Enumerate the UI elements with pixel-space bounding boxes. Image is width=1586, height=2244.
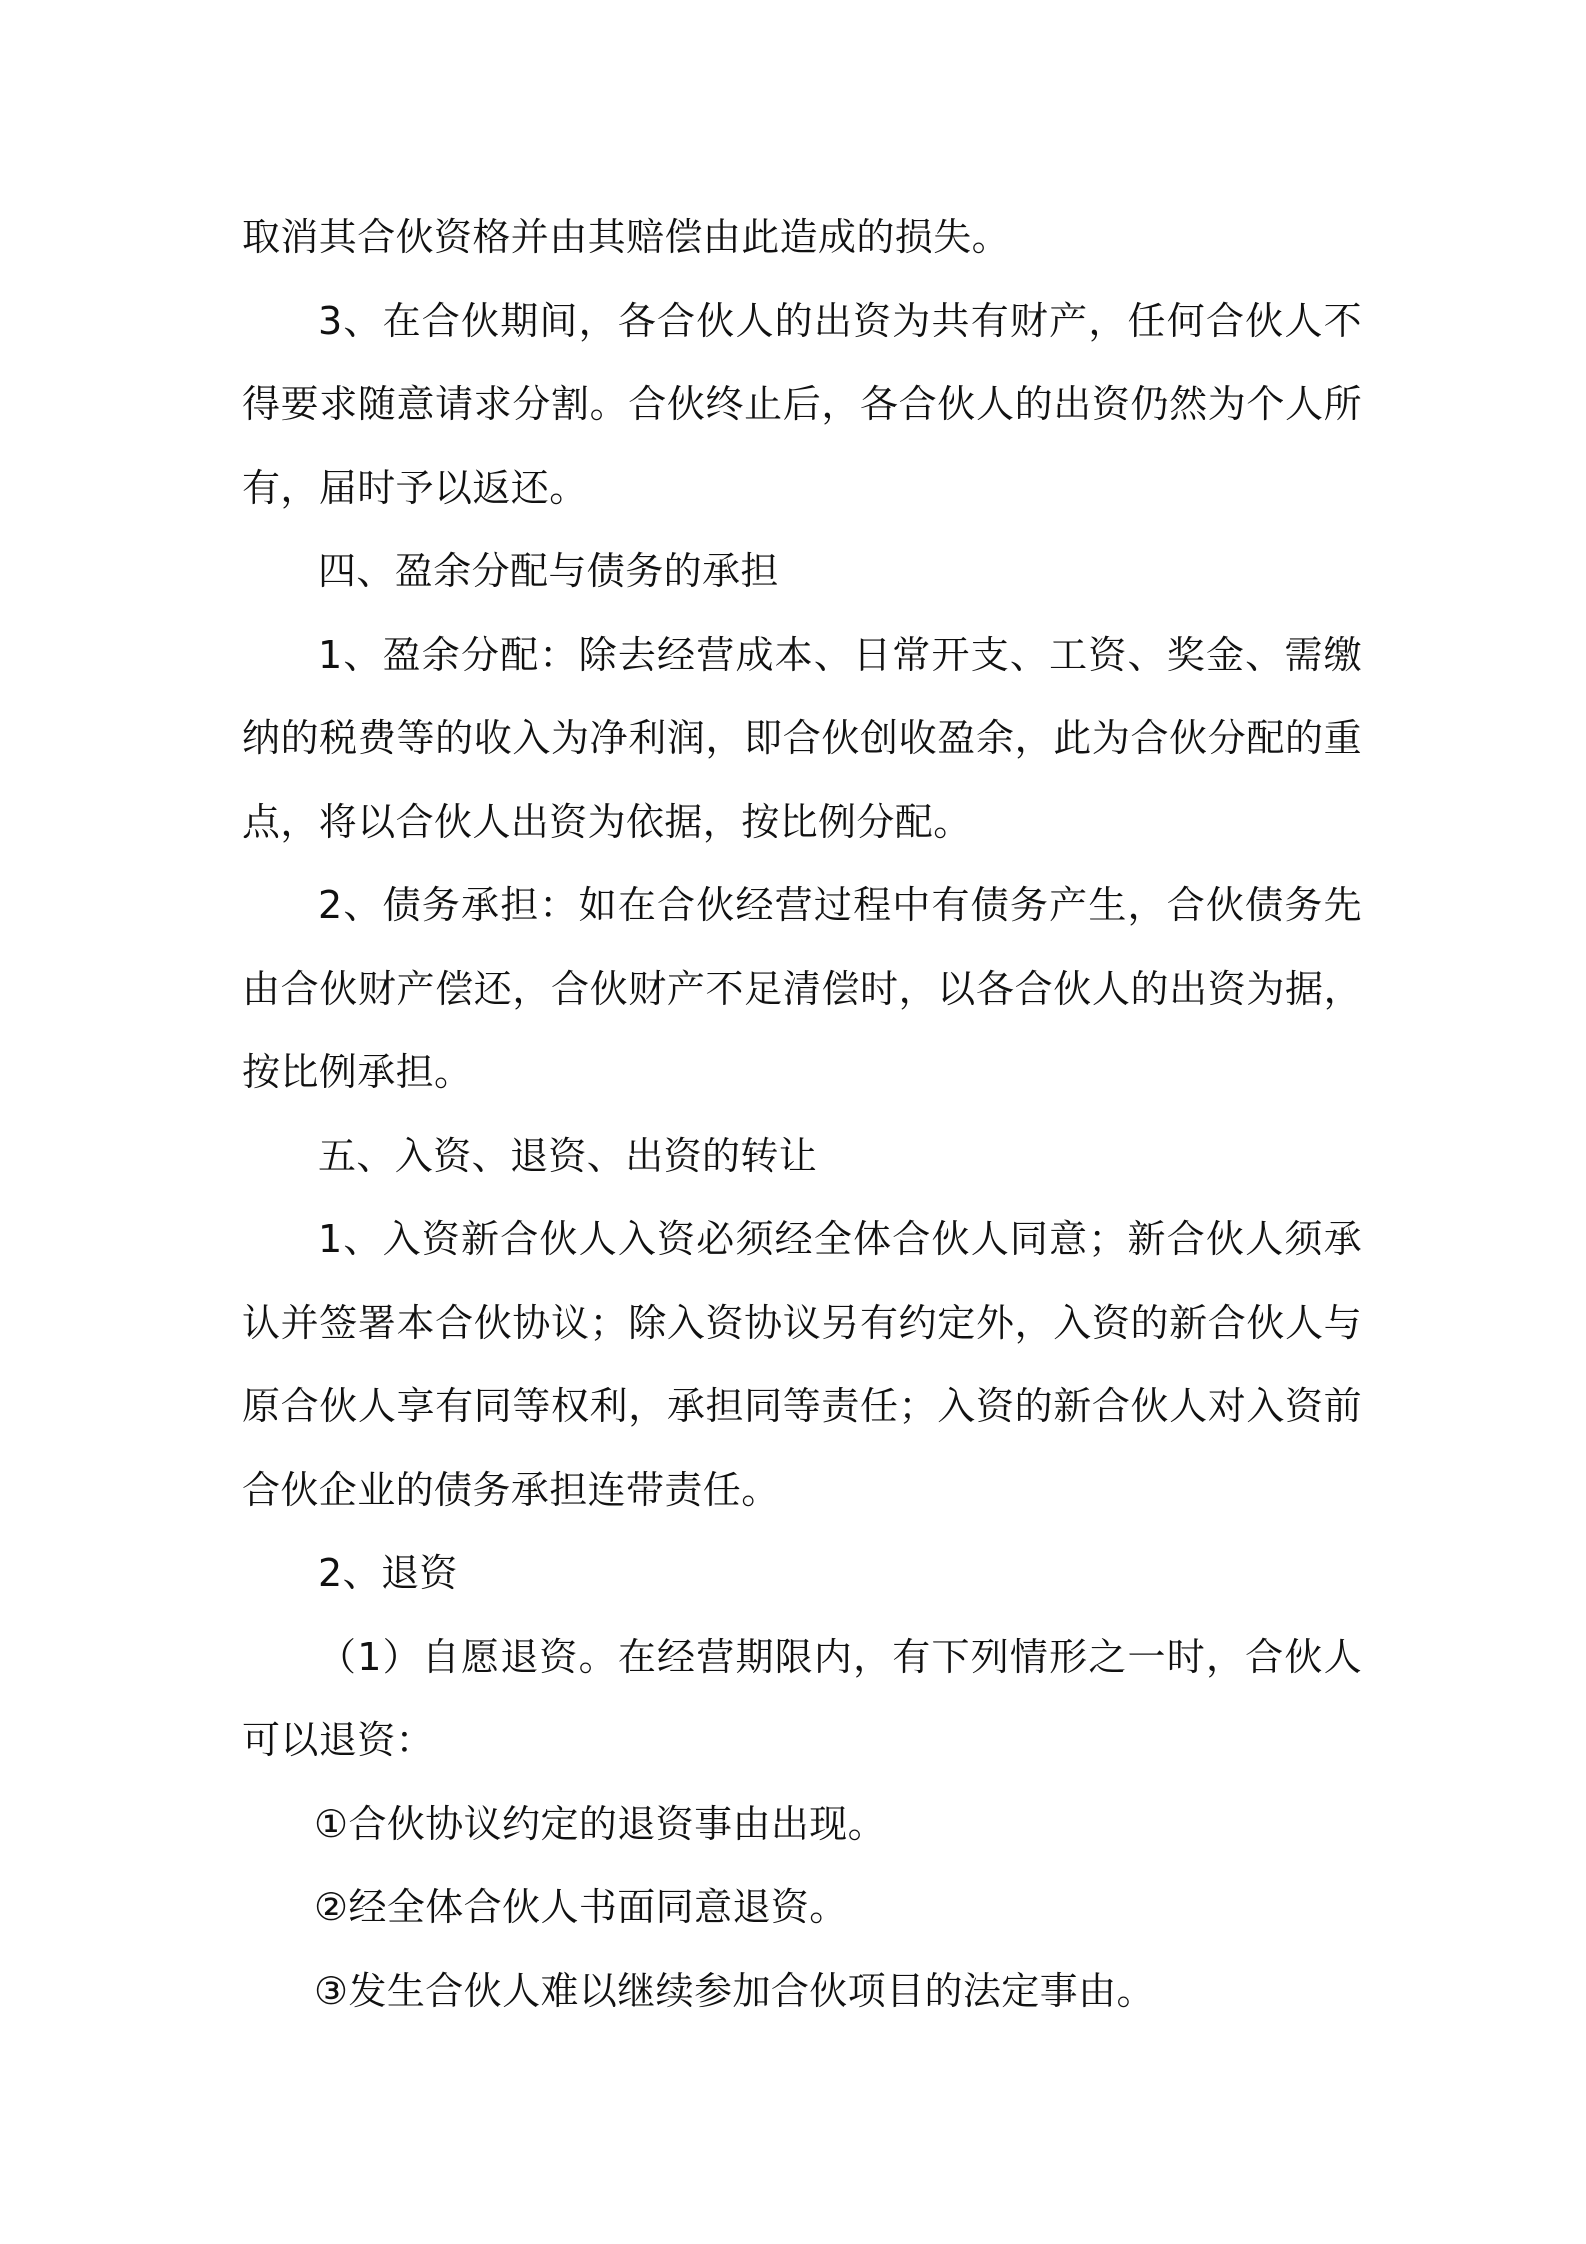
paragraph-capital-entry: 1、入资新合伙人入资必须经全体合伙人同意；新合伙人须承认并签署本合伙协议；除入资协议另有约定外，入资的新合伙人与原合伙人享有同等权利，承担同等责任；入资的新合伙人对入资前合伙企业的债务承担连带责任。: [242, 1217, 1362, 1512]
list-item-2: ②经全体合伙人书面同意退资。: [314, 1885, 848, 1929]
document-body: [242, 196, 1362, 2033]
paragraph-continuation: 取消其合伙资格并由其赔偿由此造成的损失。: [242, 215, 1011, 259]
section-heading-4: 四、盈余分配与债务的承担: [318, 549, 779, 593]
list-item-3: ③发生合伙人难以继续参加合伙项目的法定事由。: [314, 1968, 1155, 2013]
paragraph-clause-3: 3、在合伙期间，各合伙人的出资为共有财产，任何合伙人不得要求随意请求分割。合伙终止后，各合伙人的出资仍然为个人所有，届时予以返还。: [242, 298, 1362, 510]
paragraph-profit-distribution: 1、盈余分配：除去经营成本、日常开支、工资、奖金、需缴纳的税费等的收入为净利润，即合伙创收盈余，此为合伙分配的重点，将以合伙人出资为依据，按比例分配。: [242, 632, 1362, 844]
paragraph-withdrawal-heading: 2、退资: [318, 1551, 458, 1595]
paragraph-voluntary-withdrawal: （1）自愿退资。在经营期限内，有下列情形之一时，合伙人可以退资：: [242, 1634, 1362, 1762]
list-item-1: ①合伙协议约定的退资事由出现。: [314, 1801, 887, 1846]
section-heading-5: 五、入资、退资、出资的转让: [318, 1133, 818, 1178]
paragraph-debt-bearing: 2、债务承担：如在合伙经营过程中有债务产生，合伙债务先由合伙财产偿还，合伙财产不足清偿时，以各合伙人的出资为据，按比例承担。: [242, 883, 1362, 1094]
